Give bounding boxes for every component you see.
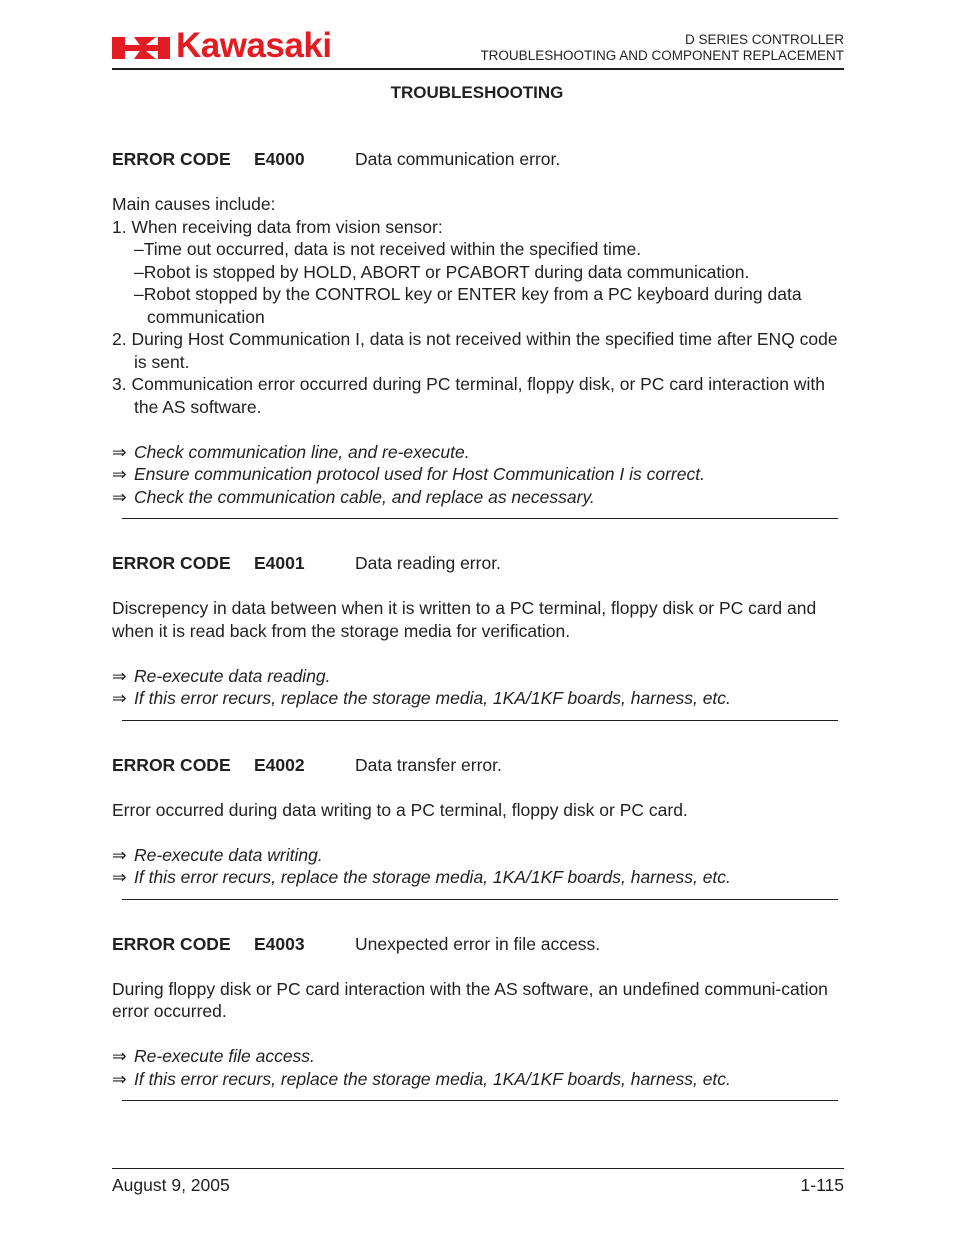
error-code: E4001 [254, 553, 305, 573]
action-text: Re-execute file access. [134, 1046, 315, 1066]
action-item [112, 441, 847, 464]
error-block-e4000 [112, 148, 847, 519]
action-item [112, 1068, 847, 1091]
action-text: If this error recurs, replace the storage media, 1KA/1KF boards, harness, etc. [134, 688, 731, 708]
footer-rule [112, 1168, 844, 1169]
separator-rule [122, 1100, 838, 1101]
cause-item: 1. When receiving data from vision sensor: [112, 216, 443, 237]
brand-name: Kawasaki [176, 26, 332, 65]
error-title: Data communication error. [355, 149, 561, 169]
arrow-icon: ⇒ [112, 1068, 127, 1089]
header-line-2: TROUBLESHOOTING AND COMPONENT REPLACEMENT [480, 48, 844, 63]
action-list [112, 441, 847, 509]
header-line-1: D SERIES CONTROLLER [684, 32, 844, 47]
action-item [112, 866, 847, 889]
action-text: If this error recurs, replace the storage media, 1KA/1KF boards, harness, etc. [134, 867, 731, 887]
action-item [112, 486, 847, 509]
error-code-label: ERROR CODE [112, 933, 231, 954]
error-description: Error occurred during data writing to a PC terminal, floppy disk or PC card. [112, 799, 688, 820]
action-item [112, 687, 847, 710]
cause-sub-item: –Robot is stopped by HOLD, ABORT or PCABORT during data communication. [134, 261, 750, 282]
arrow-icon: ⇒ [112, 486, 127, 507]
action-text: If this error recurs, replace the storage media, 1KA/1KF boards, harness, etc. [134, 1068, 731, 1089]
error-block-e4003 [112, 933, 847, 1102]
action-list [112, 665, 847, 710]
error-title: Unexpected error in file access. [355, 933, 601, 954]
cause-sub-item: –Robot stopped by the CONTROL key or ENTER key from a PC keyboard during data communication [134, 284, 802, 327]
header-right [480, 32, 844, 64]
action-item [112, 665, 847, 688]
error-code-label: ERROR CODE [112, 553, 231, 573]
cause-item: 3. Communication error occurred during PC terminal, floppy disk, or PC card interaction with the AS software. [112, 374, 825, 417]
arrow-icon: ⇒ [112, 441, 127, 462]
error-description: Discrepency in data between when it is written to a PC terminal, floppy disk or PC card and when it is read back from the storage media for verification. [112, 598, 817, 641]
kawasaki-logo [112, 26, 390, 65]
error-code: E4000 [254, 149, 305, 169]
action-item [112, 463, 847, 486]
action-text: Check the communication cable, and replace as necessary. [134, 486, 595, 507]
error-code-label: ERROR CODE [112, 754, 231, 775]
arrow-icon: ⇒ [112, 867, 127, 887]
error-title: Data transfer error. [355, 754, 502, 775]
arrow-icon: ⇒ [112, 1046, 127, 1066]
arrow-icon: ⇒ [112, 464, 127, 484]
action-text: Re-execute data reading. [134, 665, 331, 686]
action-item [112, 1045, 847, 1068]
action-text: Re-execute data writing. [134, 844, 323, 865]
action-list [112, 844, 847, 889]
arrow-icon: ⇒ [112, 844, 127, 865]
cause-sub-item: –Time out occurred, data is not received within the specified time. [134, 239, 642, 259]
action-text: Check communication line, and re-execute. [134, 441, 470, 462]
page-number: 1-115 [800, 1175, 844, 1195]
error-description: During floppy disk or PC card interaction with the AS software, an undefined communi-cation error occurred. [112, 978, 828, 1021]
error-title: Data reading error. [355, 553, 501, 573]
action-list [112, 1045, 847, 1090]
arrow-icon: ⇒ [112, 688, 127, 708]
action-text: Ensure communication protocol used for Host Communication I is correct. [134, 464, 705, 484]
error-code: E4003 [254, 933, 305, 954]
error-list [112, 148, 847, 1101]
cause-item: 2. During Host Communication I, data is not received within the specified time after ENQ code is sent. [112, 329, 838, 372]
action-item [112, 844, 847, 867]
section-title: TROUBLESHOOTING [390, 83, 564, 102]
causes-intro: Main causes include: [112, 194, 276, 214]
footer-date: August 9, 2005 [112, 1175, 230, 1195]
error-code-label: ERROR CODE [112, 149, 231, 169]
error-heading [112, 933, 847, 956]
error-block-e4002 [112, 754, 847, 900]
error-heading [112, 754, 847, 777]
error-heading [112, 552, 847, 575]
error-heading [112, 148, 847, 171]
arrow-icon: ⇒ [112, 665, 127, 686]
header-rule [112, 68, 844, 70]
error-code: E4002 [254, 754, 305, 775]
error-block-e4001 [112, 552, 847, 721]
kawasaki-river-mark-icon [112, 33, 172, 63]
